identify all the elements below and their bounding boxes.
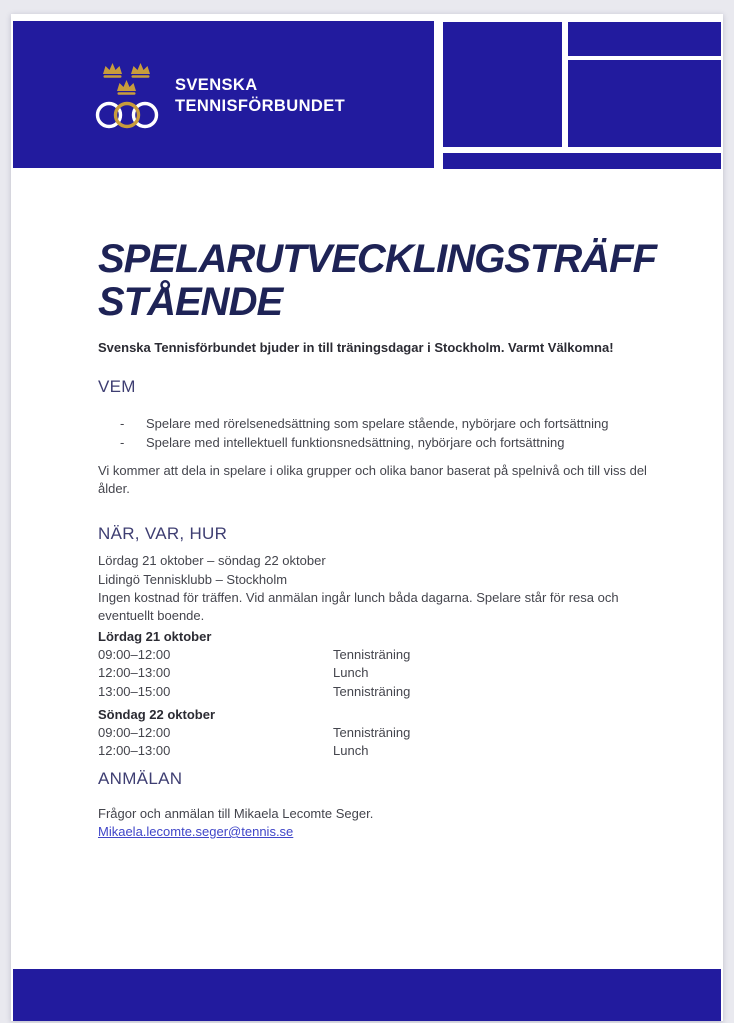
vem-bullet-list <box>98 415 654 452</box>
bullet-text: Spelare med rörelsenedsättning som spelare stående, nybörjare och fortsättning <box>146 416 609 432</box>
schedule-day-1 <box>98 628 654 701</box>
schedule-time: 09:00–12:00 <box>98 646 171 662</box>
schedule-time: 13:00–15:00 <box>98 683 171 699</box>
footer-bar <box>13 969 721 1021</box>
list-item <box>98 434 654 452</box>
page-title-line2: STÅENDE <box>98 280 283 324</box>
intro-text: Svenska Tennisförbundet bjuder in till träningsdagar i Stockholm. Varmt Välkomna! <box>98 340 614 355</box>
schedule-day-heading: Lördag 21 oktober <box>98 628 212 644</box>
event-cost-info: Ingen kostnad för träffen. Vid anmälan ingår lunch båda dagarna. Spelare står för resa och eventuellt boende. <box>98 590 619 624</box>
schedule-row <box>98 646 654 664</box>
schedule-time: 12:00–13:00 <box>98 743 171 759</box>
schedule-row <box>98 724 654 742</box>
schedule-activity: Lunch <box>333 743 369 759</box>
schedule-activity: Tennisträning <box>333 725 411 741</box>
schedule-time: 12:00–13:00 <box>98 665 171 681</box>
event-date-range: Lördag 21 oktober – söndag 22 oktober <box>98 553 326 569</box>
section-heading-nar-var-hur: NÄR, VAR, HUR <box>98 524 228 544</box>
schedule-row <box>98 683 654 701</box>
event-venue: Lidingö Tennisklubb – Stockholm <box>98 571 288 587</box>
page-title-line1: SPELARUTVECKLINGSTRÄFF <box>98 237 656 281</box>
document-page <box>11 14 723 1021</box>
schedule-row <box>98 742 654 760</box>
schedule-row <box>98 664 654 682</box>
page-title <box>98 238 654 324</box>
bullet-text: Spelare med intellektuell funktionsnedsättning, nybörjare och fortsättning <box>146 434 565 450</box>
section-heading-anmalan: ANMÄLAN <box>98 768 183 788</box>
schedule-activity: Tennisträning <box>333 683 411 699</box>
email-link[interactable]: Mikaela.lecomte.seger@tennis.se <box>98 824 294 840</box>
schedule-time: 09:00–12:00 <box>98 725 171 741</box>
bullet-dash: - <box>120 434 125 450</box>
schedule-day-heading: Söndag 22 oktober <box>98 706 216 722</box>
list-item <box>98 415 654 433</box>
document-body <box>98 14 654 841</box>
vem-paragraph: Vi kommer att dela in spelare i olika grupper och olika banor baserat på spelnivå och till viss del ålder. <box>98 462 647 497</box>
schedule-day-2 <box>98 706 654 761</box>
contact-text: Frågor och anmälan till Mikaela Lecomte Seger. <box>98 805 374 821</box>
bullet-dash: - <box>120 416 125 432</box>
logo-org-line2: TENNISFÖRBUNDET <box>175 96 346 115</box>
section-heading-vem: VEM <box>98 377 136 397</box>
schedule-activity: Tennisträning <box>333 646 411 662</box>
event-info <box>98 552 654 625</box>
schedule-activity: Lunch <box>333 665 369 681</box>
logo-org-line1: SVENSKA <box>175 75 258 94</box>
